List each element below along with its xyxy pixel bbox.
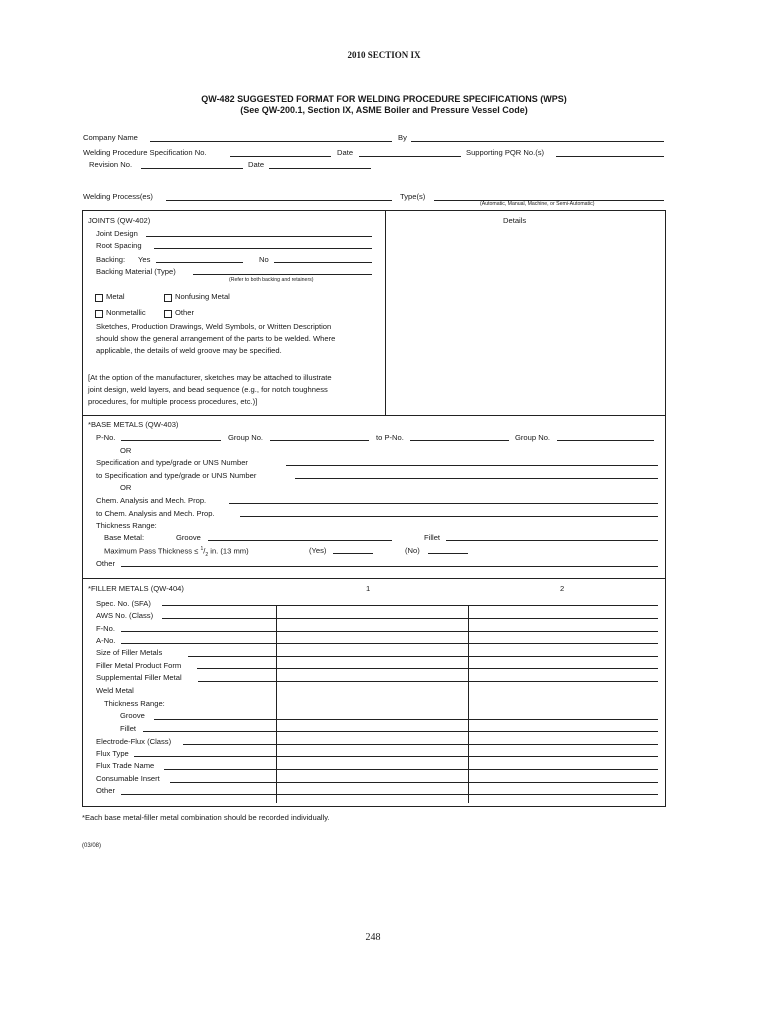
or-label-1: OR xyxy=(120,446,132,455)
date-label: Date xyxy=(337,148,354,157)
manufacturer-note-line2: joint design, weld layers, and bead sequence (e.g., for notch toughness xyxy=(88,385,328,394)
nonmetallic-checkbox[interactable] xyxy=(95,310,103,318)
by-label: By xyxy=(398,133,407,142)
base-metals-heading: *BASE METALS (QW-403) xyxy=(88,420,179,429)
filler-col-divider-2 xyxy=(468,605,469,803)
consumable-insert-field[interactable] xyxy=(170,782,658,783)
fillet-label: Fillet xyxy=(424,533,441,542)
filler-groove-label: Groove xyxy=(120,711,145,720)
backing-no-label: No xyxy=(259,255,269,264)
filler-col1-header: 1 xyxy=(366,584,371,593)
date2-label: Date xyxy=(248,160,265,169)
filler-col2-header: 2 xyxy=(560,584,565,593)
max-pass-denominator: 2 xyxy=(205,552,209,559)
to-chem-label: to Chem. Analysis and Mech. Prop. xyxy=(96,509,215,518)
revision-label: Revision No. xyxy=(89,160,133,169)
date-field[interactable] xyxy=(359,156,461,157)
wps-no-field[interactable] xyxy=(230,156,331,157)
base-other-field[interactable] xyxy=(121,566,658,567)
joints-divider xyxy=(385,211,386,415)
joint-design-field[interactable] xyxy=(146,236,372,237)
pno-label: P-No. xyxy=(96,433,116,442)
max-pass-text: Maximum Pass Thickness ≤ xyxy=(104,546,201,556)
groove-field[interactable] xyxy=(208,540,392,541)
pno-field[interactable] xyxy=(121,440,221,441)
root-spacing-label: Root Spacing xyxy=(96,241,142,250)
base-other-label: Other xyxy=(96,559,115,568)
joint-design-label: Joint Design xyxy=(96,229,138,238)
aws-label: AWS No. (Class) xyxy=(96,611,154,620)
nonmetallic-label: Nonmetallic xyxy=(106,308,146,317)
to-pno-label: to P-No. xyxy=(376,433,404,442)
wps-no-label: Welding Procedure Specification No. xyxy=(83,148,207,157)
page-number: 248 xyxy=(365,932,381,943)
electrode-flux-label: Electrode-Flux (Class) xyxy=(96,737,172,746)
other-checkbox[interactable] xyxy=(164,310,172,318)
chem-field[interactable] xyxy=(229,503,658,504)
to-chem-field[interactable] xyxy=(240,516,658,517)
backing-label: Backing: xyxy=(96,255,126,264)
thickness-range-label: Thickness Range: xyxy=(96,521,157,530)
ano-label: A-No. xyxy=(96,636,116,645)
flux-trade-field[interactable] xyxy=(164,769,658,770)
supplemental-label: Supplemental Filler Metal xyxy=(96,673,182,682)
company-name-label: Company Name xyxy=(83,133,138,142)
filler-thickness-label: Thickness Range: xyxy=(104,699,165,708)
joints-heading: JOINTS (QW-402) xyxy=(88,216,151,225)
max-pass-yes-field[interactable] xyxy=(333,553,373,554)
max-pass-units: in. (13 mm) xyxy=(208,546,249,556)
filler-groove-field[interactable] xyxy=(154,719,658,720)
backing-yes-label: Yes xyxy=(138,255,151,264)
base-metal-label: Base Metal: xyxy=(104,533,145,542)
group-no2-label: Group No. xyxy=(515,433,551,442)
group-no2-field[interactable] xyxy=(557,440,654,441)
joints-bottom-rule xyxy=(83,415,665,416)
max-pass-no-label: (No) xyxy=(405,546,420,555)
backing-note: (Refer to both backing and retainers) xyxy=(229,277,314,283)
fno-label: F-No. xyxy=(96,624,115,633)
filler-metals-heading: *FILLER METALS (QW-404) xyxy=(88,584,184,593)
filler-other-label: Other xyxy=(96,786,115,795)
metal-checkbox[interactable] xyxy=(95,294,103,302)
other-label: Other xyxy=(175,308,194,317)
flux-type-field[interactable] xyxy=(134,756,658,757)
by-field[interactable] xyxy=(411,141,664,142)
form-subtitle: (See QW-200.1, Section IX, ASME Boiler and Pressure Vessel Code) xyxy=(240,105,528,115)
manufacturer-note-line1: [At the option of the manufacturer, sketches may be attached to illustrate xyxy=(88,373,332,382)
sketch-note-line2: should show the general arrangement of the parts to be welded. Where xyxy=(96,334,336,343)
pqr-label: Supporting PQR No.(s) xyxy=(466,148,545,157)
filler-col-divider-1 xyxy=(276,605,277,803)
nonfusing-metal-label: Nonfusing Metal xyxy=(175,292,230,301)
supplemental-field[interactable] xyxy=(198,681,658,682)
fillet-field[interactable] xyxy=(446,540,658,541)
or-label-2: OR xyxy=(120,483,132,492)
backing-material-label: Backing Material (Type) xyxy=(96,267,176,276)
backing-material-field[interactable] xyxy=(193,274,372,275)
filler-other-field[interactable] xyxy=(121,794,658,795)
max-pass-yes-label: (Yes) xyxy=(309,546,327,555)
revision-field[interactable] xyxy=(141,168,243,169)
ano-field[interactable] xyxy=(121,643,658,644)
filler-fillet-label: Fillet xyxy=(120,724,137,733)
spec-field[interactable] xyxy=(286,465,658,466)
product-form-label: Filler Metal Product Form xyxy=(96,661,182,670)
nonfusing-metal-checkbox[interactable] xyxy=(164,294,172,302)
section-header: 2010 SECTION IX xyxy=(347,50,421,60)
types-note: (Automatic, Manual, Machine, or Semi-Automatic) xyxy=(480,201,595,207)
sketch-note-line1: Sketches, Production Drawings, Weld Symbols, or Written Description xyxy=(96,322,332,331)
footnote: *Each base metal-filler metal combination should be recorded individually. xyxy=(82,813,330,822)
group-no-label: Group No. xyxy=(228,433,264,442)
size-label: Size of Filler Metals xyxy=(96,648,163,657)
form-date: (03/08) xyxy=(82,843,102,849)
form-title: QW-482 SUGGESTED FORMAT FOR WELDING PROCEDURE SPECIFICATIONS (WPS) xyxy=(201,94,567,104)
chem-label: Chem. Analysis and Mech. Prop. xyxy=(96,496,207,505)
backing-no-field[interactable] xyxy=(274,262,372,263)
to-pno-field[interactable] xyxy=(410,440,509,441)
spec-label: Specification and type/grade or UNS Number xyxy=(96,458,248,467)
types-label: Type(s) xyxy=(400,192,426,201)
company-name-field[interactable] xyxy=(150,141,392,142)
electrode-flux-field[interactable] xyxy=(183,744,658,745)
date2-field[interactable] xyxy=(269,168,371,169)
max-pass-no-field[interactable] xyxy=(428,553,468,554)
flux-type-label: Flux Type xyxy=(96,749,129,758)
manufacturer-note-line3: procedures, for multiple process procedures, etc.)] xyxy=(88,397,258,406)
processes-field[interactable] xyxy=(166,200,392,201)
to-spec-label: to Specification and type/grade or UNS Number xyxy=(96,471,257,480)
pqr-field[interactable] xyxy=(556,156,664,157)
to-spec-field[interactable] xyxy=(295,478,658,479)
filler-spec-label: Spec. No. (SFA) xyxy=(96,599,151,608)
filler-spec-field[interactable] xyxy=(162,605,658,606)
group-no-field[interactable] xyxy=(270,440,369,441)
filler-fillet-field[interactable] xyxy=(143,731,658,732)
flux-trade-label: Flux Trade Name xyxy=(96,761,155,770)
processes-label: Welding Process(es) xyxy=(83,192,153,201)
max-pass-label: Maximum Pass Thickness ≤ $^1/_2$ in. (13 mm) xyxy=(104,546,249,559)
sketch-note-line3: applicable, the details of weld groove may be specified. xyxy=(96,346,282,355)
root-spacing-field[interactable] xyxy=(154,248,372,249)
fno-field[interactable] xyxy=(121,631,658,632)
base-bottom-rule xyxy=(83,578,665,579)
consumable-insert-label: Consumable Insert xyxy=(96,774,160,783)
product-form-field[interactable] xyxy=(197,668,658,669)
max-pass-numerator: 1 xyxy=(200,546,204,552)
size-field[interactable] xyxy=(188,656,658,657)
groove-label: Groove xyxy=(176,533,201,542)
backing-yes-field[interactable] xyxy=(156,262,243,263)
metal-label: Metal xyxy=(106,292,125,301)
weld-metal-label: Weld Metal xyxy=(96,686,134,695)
aws-field[interactable] xyxy=(162,618,658,619)
details-label: Details xyxy=(503,216,527,225)
